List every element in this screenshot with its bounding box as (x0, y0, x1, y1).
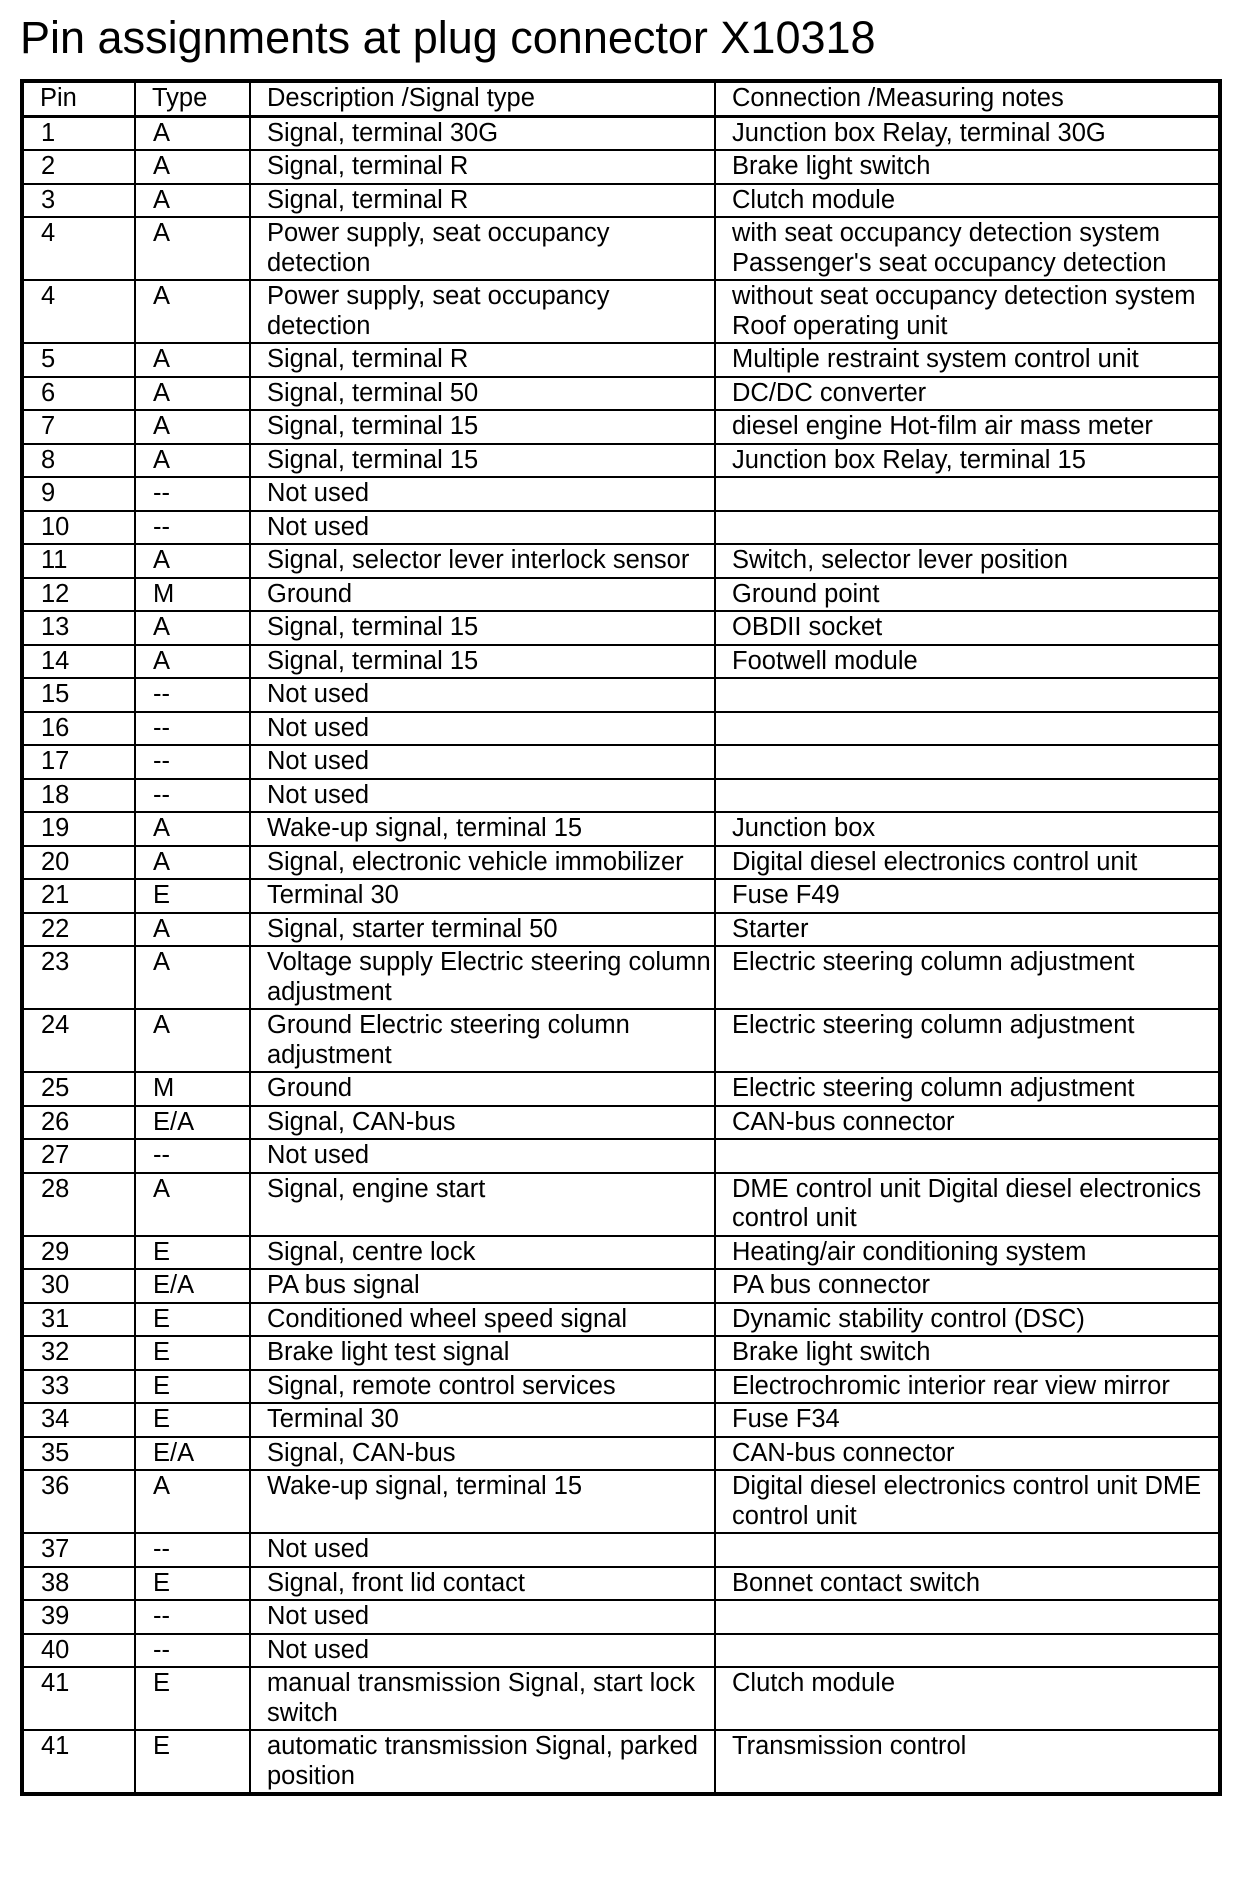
connection-cell: OBDII socket (715, 611, 1220, 645)
description-cell: Not used (250, 678, 715, 712)
type-cell: E (135, 1730, 250, 1794)
description-cell: Ground (250, 578, 715, 612)
type-cell: -- (135, 1139, 250, 1173)
pin-cell: 7 (22, 410, 135, 444)
type-cell: A (135, 1173, 250, 1236)
pin-cell: 27 (22, 1139, 135, 1173)
table-row (22, 1072, 1220, 1106)
type-cell: E/A (135, 1106, 250, 1140)
table-row (22, 1139, 1220, 1173)
table-row (22, 779, 1220, 813)
description-cell: Not used (250, 477, 715, 511)
type-cell: A (135, 410, 250, 444)
description-cell: Signal, terminal R (250, 184, 715, 218)
connection-cell: PA bus connector (715, 1269, 1220, 1303)
pin-cell: 6 (22, 377, 135, 411)
pin-cell: 17 (22, 745, 135, 779)
type-cell: A (135, 946, 250, 1009)
table-row (22, 343, 1220, 377)
type-cell: A (135, 280, 250, 343)
pin-cell: 19 (22, 812, 135, 846)
type-cell: A (135, 217, 250, 280)
connection-cell: Digital diesel electronics control unit (715, 846, 1220, 880)
pin-cell: 30 (22, 1269, 135, 1303)
pin-cell: 36 (22, 1470, 135, 1533)
connection-cell: Ground point (715, 578, 1220, 612)
connection-cell: Electrochromic interior rear view mirror (715, 1370, 1220, 1404)
type-cell: E (135, 879, 250, 913)
connection-cell: with seat occupancy detection system Passenger's seat occupancy detection (715, 217, 1220, 280)
pin-cell: 38 (22, 1567, 135, 1601)
table-row (22, 745, 1220, 779)
description-cell: Ground Electric steering column adjustment (250, 1009, 715, 1072)
description-cell: Signal, front lid contact (250, 1567, 715, 1601)
pin-cell: 34 (22, 1403, 135, 1437)
table-row (22, 544, 1220, 578)
type-cell: A (135, 116, 250, 150)
type-cell: E (135, 1336, 250, 1370)
description-cell: Not used (250, 511, 715, 545)
description-cell: Conditioned wheel speed signal (250, 1303, 715, 1337)
pin-cell: 40 (22, 1634, 135, 1668)
table-row (22, 1370, 1220, 1404)
connection-cell (715, 1139, 1220, 1173)
connection-cell: Digital diesel electronics control unit DME control unit (715, 1470, 1220, 1533)
description-cell: Not used (250, 1139, 715, 1173)
connection-cell: without seat occupancy detection system Roof operating unit (715, 280, 1220, 343)
connection-cell: Electric steering column adjustment (715, 1009, 1220, 1072)
connection-cell (715, 1600, 1220, 1634)
description-cell: Not used (250, 779, 715, 813)
description-cell: Signal, terminal 15 (250, 645, 715, 679)
pin-cell: 22 (22, 913, 135, 947)
table-row (22, 1403, 1220, 1437)
description-cell: Not used (250, 1600, 715, 1634)
table-row (22, 1009, 1220, 1072)
table-row (22, 1437, 1220, 1471)
header-pin: Pin (22, 81, 135, 116)
table-row (22, 511, 1220, 545)
table-row (22, 1667, 1220, 1730)
connection-cell (715, 678, 1220, 712)
description-cell: Signal, CAN-bus (250, 1106, 715, 1140)
table-row (22, 645, 1220, 679)
pin-cell: 3 (22, 184, 135, 218)
pin-cell: 23 (22, 946, 135, 1009)
pin-cell: 21 (22, 879, 135, 913)
description-cell: Signal, remote control services (250, 1370, 715, 1404)
connection-cell: DC/DC converter (715, 377, 1220, 411)
pin-cell: 12 (22, 578, 135, 612)
type-cell: -- (135, 712, 250, 746)
table-row (22, 611, 1220, 645)
description-cell: Not used (250, 712, 715, 746)
type-cell: A (135, 1009, 250, 1072)
header-type: Type (135, 81, 250, 116)
pin-cell: 14 (22, 645, 135, 679)
type-cell: M (135, 578, 250, 612)
connection-cell: DME control unit Digital diesel electronics control unit (715, 1173, 1220, 1236)
pin-cell: 33 (22, 1370, 135, 1404)
description-cell: Terminal 30 (250, 1403, 715, 1437)
pin-cell: 24 (22, 1009, 135, 1072)
table-row (22, 1236, 1220, 1270)
table-row (22, 444, 1220, 478)
connection-cell: Brake light switch (715, 1336, 1220, 1370)
description-cell: Ground (250, 1072, 715, 1106)
pin-cell: 31 (22, 1303, 135, 1337)
table-body (22, 116, 1220, 1794)
table-row (22, 578, 1220, 612)
table-row (22, 1106, 1220, 1140)
pin-cell: 4 (22, 217, 135, 280)
connection-cell (715, 1533, 1220, 1567)
type-cell: A (135, 611, 250, 645)
pin-cell: 35 (22, 1437, 135, 1471)
type-cell: A (135, 150, 250, 184)
description-cell: Signal, terminal R (250, 343, 715, 377)
type-cell: E (135, 1236, 250, 1270)
connection-cell: Clutch module (715, 1667, 1220, 1730)
pin-cell: 13 (22, 611, 135, 645)
connection-cell: Fuse F34 (715, 1403, 1220, 1437)
description-cell: Signal, terminal 50 (250, 377, 715, 411)
type-cell: A (135, 544, 250, 578)
description-cell: automatic transmission Signal, parked position (250, 1730, 715, 1794)
pin-cell: 16 (22, 712, 135, 746)
header-description: Description /Signal type (250, 81, 715, 116)
table-row (22, 712, 1220, 746)
description-cell: Brake light test signal (250, 1336, 715, 1370)
table-row (22, 377, 1220, 411)
table-row (22, 1730, 1220, 1794)
connection-cell (715, 745, 1220, 779)
description-cell: Voltage supply Electric steering column adjustment (250, 946, 715, 1009)
connection-cell: Brake light switch (715, 150, 1220, 184)
pin-cell: 5 (22, 343, 135, 377)
pin-cell: 8 (22, 444, 135, 478)
pin-cell: 32 (22, 1336, 135, 1370)
page-title: Pin assignments at plug connector X10318 (20, 12, 876, 63)
table-row (22, 410, 1220, 444)
connection-cell (715, 779, 1220, 813)
description-cell: Not used (250, 1634, 715, 1668)
pin-cell: 41 (22, 1667, 135, 1730)
description-cell: Signal, terminal 15 (250, 410, 715, 444)
description-cell: Signal, engine start (250, 1173, 715, 1236)
pin-cell: 20 (22, 846, 135, 880)
description-cell: Signal, terminal 15 (250, 444, 715, 478)
pin-cell: 41 (22, 1730, 135, 1794)
connection-cell (715, 712, 1220, 746)
connection-cell: diesel engine Hot-film air mass meter (715, 410, 1220, 444)
connection-cell: Electric steering column adjustment (715, 946, 1220, 1009)
pin-cell: 2 (22, 150, 135, 184)
connection-cell: Junction box Relay, terminal 15 (715, 444, 1220, 478)
pin-cell: 39 (22, 1600, 135, 1634)
type-cell: E (135, 1667, 250, 1730)
pin-cell: 4 (22, 280, 135, 343)
table-row (22, 184, 1220, 218)
pin-cell: 10 (22, 511, 135, 545)
table-row (22, 1634, 1220, 1668)
connection-cell: Starter (715, 913, 1220, 947)
description-cell: Not used (250, 745, 715, 779)
pin-cell: 15 (22, 678, 135, 712)
type-cell: A (135, 343, 250, 377)
type-cell: E (135, 1567, 250, 1601)
description-cell: Signal, terminal 15 (250, 611, 715, 645)
pin-cell: 9 (22, 477, 135, 511)
table-header (22, 81, 1220, 116)
description-cell: manual transmission Signal, start lock switch (250, 1667, 715, 1730)
table-row (22, 217, 1220, 280)
connection-cell: Multiple restraint system control unit (715, 343, 1220, 377)
description-cell: Power supply, seat occupancy detection (250, 280, 715, 343)
description-cell: Signal, starter terminal 50 (250, 913, 715, 947)
connection-cell: Junction box (715, 812, 1220, 846)
table-row (22, 1470, 1220, 1533)
pin-cell: 11 (22, 544, 135, 578)
description-cell: Not used (250, 1533, 715, 1567)
connection-cell: Switch, selector lever position (715, 544, 1220, 578)
type-cell: -- (135, 1533, 250, 1567)
table-row (22, 1600, 1220, 1634)
type-cell: A (135, 1470, 250, 1533)
connection-cell: Transmission control (715, 1730, 1220, 1794)
description-cell: PA bus signal (250, 1269, 715, 1303)
type-cell: E (135, 1370, 250, 1404)
table-row (22, 1336, 1220, 1370)
type-cell: E/A (135, 1269, 250, 1303)
connection-cell (715, 511, 1220, 545)
table-row (22, 812, 1220, 846)
table-row (22, 116, 1220, 150)
type-cell: -- (135, 678, 250, 712)
pin-cell: 26 (22, 1106, 135, 1140)
pin-cell: 1 (22, 116, 135, 150)
type-cell: A (135, 645, 250, 679)
type-cell: -- (135, 1634, 250, 1668)
table-row (22, 1269, 1220, 1303)
table-row (22, 913, 1220, 947)
connection-cell: Bonnet contact switch (715, 1567, 1220, 1601)
pin-cell: 29 (22, 1236, 135, 1270)
description-cell: Signal, CAN-bus (250, 1437, 715, 1471)
connection-cell: Clutch module (715, 184, 1220, 218)
type-cell: E/A (135, 1437, 250, 1471)
pin-cell: 18 (22, 779, 135, 813)
description-cell: Signal, centre lock (250, 1236, 715, 1270)
header-row (22, 81, 1220, 116)
table-row (22, 1533, 1220, 1567)
description-cell: Wake-up signal, terminal 15 (250, 812, 715, 846)
type-cell: -- (135, 745, 250, 779)
type-cell: -- (135, 511, 250, 545)
description-cell: Signal, selector lever interlock sensor (250, 544, 715, 578)
table-row (22, 1567, 1220, 1601)
pin-cell: 25 (22, 1072, 135, 1106)
type-cell: E (135, 1303, 250, 1337)
type-cell: -- (135, 1600, 250, 1634)
connection-cell: Dynamic stability control (DSC) (715, 1303, 1220, 1337)
description-cell: Signal, terminal R (250, 150, 715, 184)
table-row (22, 1303, 1220, 1337)
connection-cell: CAN-bus connector (715, 1106, 1220, 1140)
connection-cell: Junction box Relay, terminal 30G (715, 116, 1220, 150)
table-row (22, 477, 1220, 511)
type-cell: A (135, 377, 250, 411)
table-row (22, 678, 1220, 712)
connection-cell: Footwell module (715, 645, 1220, 679)
table-row (22, 946, 1220, 1009)
description-cell: Power supply, seat occupancy detection (250, 217, 715, 280)
type-cell: A (135, 812, 250, 846)
table-row (22, 1173, 1220, 1236)
type-cell: E (135, 1403, 250, 1437)
connection-cell: CAN-bus connector (715, 1437, 1220, 1471)
type-cell: -- (135, 477, 250, 511)
type-cell: A (135, 846, 250, 880)
type-cell: -- (135, 779, 250, 813)
pin-assignment-table (20, 79, 1222, 1796)
description-cell: Signal, electronic vehicle immobilizer (250, 846, 715, 880)
type-cell: M (135, 1072, 250, 1106)
pin-cell: 28 (22, 1173, 135, 1236)
header-connection: Connection /Measuring notes (715, 81, 1220, 116)
connection-cell (715, 1634, 1220, 1668)
connection-cell: Electric steering column adjustment (715, 1072, 1220, 1106)
table-row (22, 150, 1220, 184)
description-cell: Signal, terminal 30G (250, 116, 715, 150)
description-cell: Wake-up signal, terminal 15 (250, 1470, 715, 1533)
table-row (22, 280, 1220, 343)
type-cell: A (135, 444, 250, 478)
connection-cell: Fuse F49 (715, 879, 1220, 913)
pin-cell: 37 (22, 1533, 135, 1567)
connection-cell: Heating/air conditioning system (715, 1236, 1220, 1270)
table-row (22, 879, 1220, 913)
description-cell: Terminal 30 (250, 879, 715, 913)
type-cell: A (135, 913, 250, 947)
table-row (22, 846, 1220, 880)
type-cell: A (135, 184, 250, 218)
connection-cell (715, 477, 1220, 511)
